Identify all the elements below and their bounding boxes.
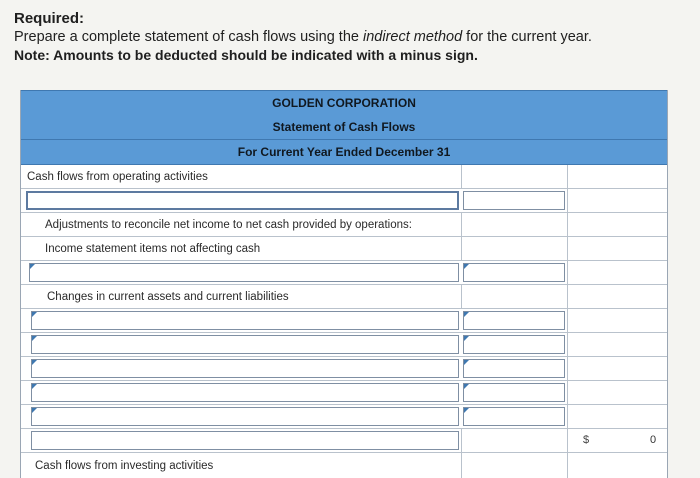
col-divider [461, 213, 462, 236]
change-item-4-amount-input[interactable] [463, 383, 565, 402]
col-divider [461, 165, 462, 188]
change-item-5-label-input[interactable] [31, 407, 459, 426]
row-change-entry-3 [21, 357, 667, 381]
change-item-1-label-input[interactable] [31, 311, 459, 330]
dropdown-corner-icon [32, 384, 37, 389]
col-divider [567, 381, 568, 404]
col-divider [567, 261, 568, 284]
income-items-label: Income statement items not affecting cash [45, 243, 261, 255]
instructions [14, 10, 694, 64]
col-divider [461, 453, 462, 478]
required-text [14, 28, 694, 46]
col-divider [567, 405, 568, 428]
dropdown-corner-icon [30, 264, 35, 269]
change-item-5-amount-input[interactable] [463, 407, 565, 426]
col-divider [567, 357, 568, 380]
change-item-1-amount-input[interactable] [463, 311, 565, 330]
company-name-header: GOLDEN CORPORATION [21, 90, 667, 116]
col-divider [567, 285, 568, 308]
row-change-entry-4 [21, 381, 667, 405]
row-current-changes [21, 285, 667, 309]
required-note: Note: Amounts to be deducted should be indicated with a minus sign. [14, 47, 478, 63]
row-income-item-entry [21, 261, 667, 285]
income-item-label-input[interactable] [29, 263, 459, 282]
change-item-2-label-input[interactable] [31, 335, 459, 354]
net-income-label-input[interactable] [26, 191, 459, 210]
row-change-entry-1 [21, 309, 667, 333]
currency-symbol: $ [583, 434, 590, 446]
change-item-3-amount-input[interactable] [463, 359, 565, 378]
operating-total-value: 0 [650, 434, 657, 446]
col-divider [567, 165, 568, 188]
dropdown-corner-icon [32, 336, 37, 341]
dropdown-corner-icon [464, 384, 469, 389]
row-change-entry-2 [21, 333, 667, 357]
dropdown-corner-icon [464, 336, 469, 341]
dropdown-corner-icon [464, 312, 469, 317]
col-divider [567, 237, 568, 260]
row-adjustments [21, 213, 667, 237]
row-investing-header [21, 453, 667, 478]
net-income-amount-input[interactable] [463, 191, 565, 210]
row-operating-total [21, 429, 667, 453]
row-income-items [21, 237, 667, 261]
investing-activities-label: Cash flows from investing activities [35, 460, 214, 472]
dropdown-corner-icon [464, 264, 469, 269]
adjustments-label: Adjustments to reconcile net income to net cash provided by operations: [45, 219, 412, 231]
change-item-3-label-input[interactable] [31, 359, 459, 378]
required-text-prefix: Prepare a complete statement of cash flows using the [14, 29, 363, 45]
required-heading: Required: [14, 10, 85, 27]
required-text-suffix: for the current year. [462, 29, 592, 45]
income-item-amount-input[interactable] [463, 263, 565, 282]
dropdown-corner-icon [464, 360, 469, 365]
change-item-2-amount-input[interactable] [463, 335, 565, 354]
col-divider [567, 453, 568, 478]
required-text-italic: indirect method [363, 29, 463, 45]
col-divider [461, 237, 462, 260]
statement-period-header: For Current Year Ended December 31 [21, 140, 667, 165]
operating-activities-label: Cash flows from operating activities [27, 171, 208, 183]
change-item-4-label-input[interactable] [31, 383, 459, 402]
operating-total-label-input[interactable] [31, 431, 459, 450]
col-divider [567, 189, 568, 212]
row-net-income [21, 189, 667, 213]
row-operating-header [21, 165, 667, 189]
col-divider [461, 285, 462, 308]
col-divider [567, 213, 568, 236]
col-divider [567, 429, 568, 452]
dropdown-corner-icon [32, 360, 37, 365]
dropdown-corner-icon [32, 408, 37, 413]
cash-flow-statement-worksheet [20, 90, 668, 478]
current-changes-label: Changes in current assets and current liabilities [47, 291, 289, 303]
col-divider [567, 309, 568, 332]
dropdown-corner-icon [464, 408, 469, 413]
col-divider [567, 333, 568, 356]
col-divider [461, 429, 462, 452]
row-change-entry-5 [21, 405, 667, 429]
dropdown-corner-icon [32, 312, 37, 317]
statement-title-header: Statement of Cash Flows [21, 115, 667, 140]
